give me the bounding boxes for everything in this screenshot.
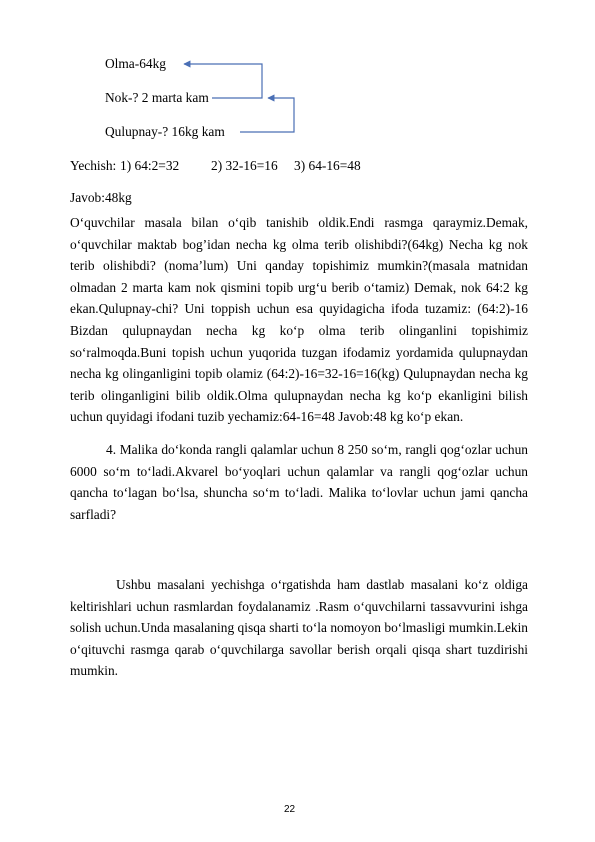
diagram-line-qulupnay: Qulupnay-? 16kg kam (105, 124, 225, 139)
diagram-line-nok: Nok-? 2 marta kam (105, 90, 209, 105)
method-paragraph: Ushbu masalani yechishga o‘rgatishda ham dastlab masalani ko‘z oldiga keltirishlari uchun rasmlardan foydalanamiz .Rasm o‘quvchilarni tassavvurini ishga solish uchun.Unda masalaning qisqa sharti to‘la nomoyon bo‘lmasligi mumkin.Lekin o‘qituvchi rasmga qarab o‘quvchilarga savollar berish orqali qisqa shart tuzdirishi mumkin. (70, 577, 528, 679)
arrow-qulupnay-to-nok (240, 98, 294, 132)
diagram-line-olma: Olma-64kg (105, 56, 166, 71)
solution-step-2: 2) 32-16=16 (211, 158, 278, 173)
page-number: 22 (284, 804, 296, 815)
solution-label: Yechish: (70, 158, 117, 173)
solution-step-3: 3) 64-16=48 (294, 158, 361, 173)
solution-step-1: 1) 64:2=32 (120, 158, 180, 173)
explanation-paragraph: O‘quvchilar masala bilan o‘qib tanishib oldik.Endi rasmga qaraymiz.Demak, o‘quvchilar maktab bog’idan necha kg olma terib olishibdi?(64kg) Necha kg nok terib olishibdi? (noma’lum) Uni qanday topishimiz mumkin?(masala matnidan olmadan 2 marta kam nok qismini topib urg‘u berib o‘tamiz) Demak, nok 64:2 kg ekan.Qulupnay-chi? Uni toppish uchun esa quyidagicha ifoda tuzamiz: (64:2)-16 Bizdan qulupnaydan necha kg ko‘p olma terib olinganlini topishimiz so‘ralmoqda.Buni topish uchun yuqorida tuzgan ifodamiz yordamida qulupnaydan necha kg olinganligini topib olamiz (64:2)-16=32-16=16(kg) Qulupnaydan necha kg terib olinganligini bilib oldik.Olma qulupnaydan necha kg ko‘p ekanligini bilish uchun quyidagi ifodani tuzib yechamiz:64-16=48 Javob:48 kg ko‘p ekan. (70, 215, 528, 425)
problem-4-paragraph: 4. Malika do‘konda rangli qalamlar uchun 8 250 so‘m, rangli qog‘ozlar uchun 6000 so‘m to‘ladi.Akvarel bo‘yoqlari uchun qalamlar va rangli qog‘ozlar uchun qancha to‘lagan bo‘lsa, shuncha so‘m to‘ladi. Malika to‘lovlar uchun jami qancha sarfladi? (70, 442, 528, 522)
answer-line: Javob:48kg (70, 190, 132, 205)
arrow-nok-to-olma (184, 64, 262, 98)
